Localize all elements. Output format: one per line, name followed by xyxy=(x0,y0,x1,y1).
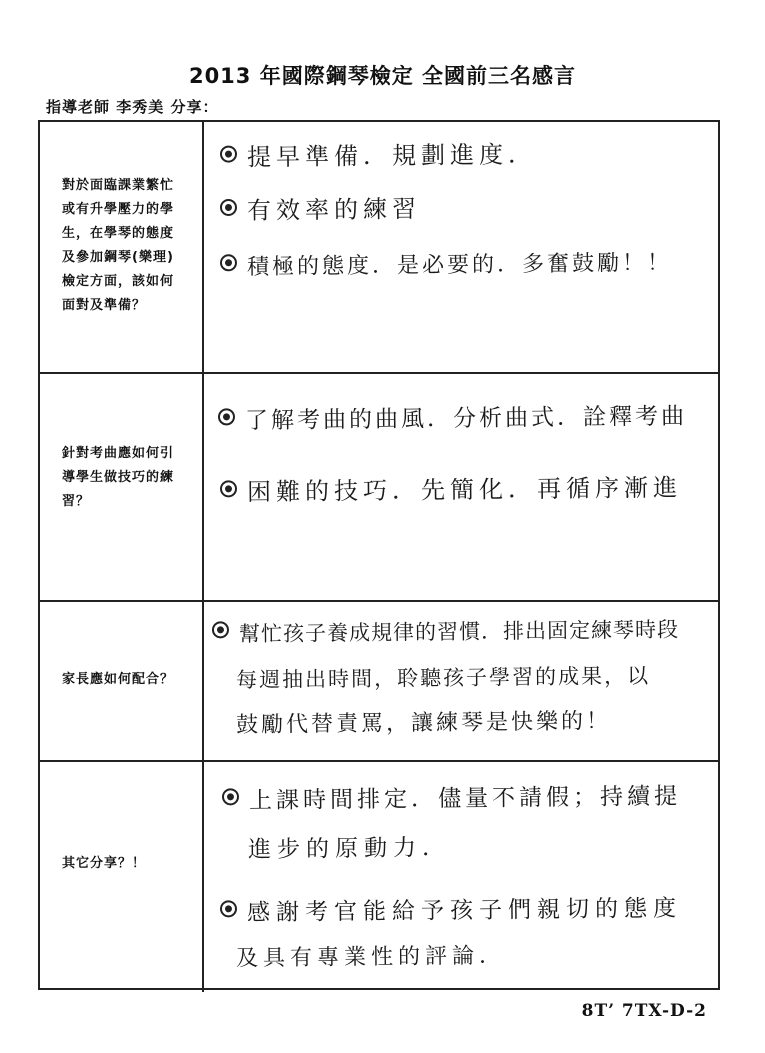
answer-line xyxy=(220,189,421,226)
answer-line xyxy=(248,829,451,864)
bullet-icon xyxy=(220,254,237,271)
answer-text: 有效率的練習 xyxy=(246,194,422,225)
bullet-icon xyxy=(220,480,237,497)
answer-cell xyxy=(212,602,712,762)
answer-line xyxy=(236,939,506,973)
answer-line xyxy=(220,890,682,928)
question-cell: 對於面臨課業繁忙 或有升學壓力的學 生，在學琴的態度 及參加鋼琴(樂理) 檢定方面，該如何 面對及準備？ xyxy=(62,178,175,313)
answer-text: 上課時間排定．儘量不請假；持續提 xyxy=(248,783,682,815)
answer-line xyxy=(218,398,687,436)
question-cell: 針對考曲應如何引 導學生做技巧的練 習？ xyxy=(62,446,175,509)
bullet-icon xyxy=(220,145,237,162)
answer-line xyxy=(212,614,679,649)
question-cell: 家長應如何配合？ xyxy=(62,672,175,687)
bullet-icon xyxy=(218,408,235,425)
answer-text: 了解考曲的曲風．分析曲式．詮釋考曲 xyxy=(244,403,688,435)
answer-line xyxy=(220,134,537,172)
answer-text: 進步的原動力． xyxy=(247,834,452,864)
answer-line xyxy=(222,778,681,816)
answer-text: 幫忙孩子養成規律的習慣．排出固定練琴時段 xyxy=(238,617,680,647)
column-divider xyxy=(202,374,204,600)
bullet-icon xyxy=(222,788,239,805)
bullet-icon xyxy=(220,900,237,917)
answer-line xyxy=(220,246,672,282)
table-row xyxy=(40,760,718,992)
table-row xyxy=(40,122,718,372)
answer-line xyxy=(236,704,611,739)
answer-text: 感謝考官能給予孩子們親切的態度 xyxy=(246,895,683,927)
answer-line xyxy=(236,660,650,694)
answer-text: 困難的技巧．先簡化．再循序漸進 xyxy=(246,473,683,507)
answer-text: 及具有專業性的評論． xyxy=(235,943,507,972)
bullet-icon xyxy=(212,621,229,638)
answer-cell xyxy=(212,374,712,602)
answer-text: 提早準備．規劃進度． xyxy=(246,140,538,172)
bullet-icon xyxy=(220,199,237,216)
answer-text: 每週抽出時間，聆聽孩子學習的成果，以 xyxy=(235,663,651,693)
answer-text: 積極的態度．是必要的．多奮鼓勵！！ xyxy=(246,250,673,281)
question-cell: 其它分享？！ xyxy=(62,856,147,871)
answer-cell xyxy=(212,122,712,372)
questionnaire-table xyxy=(38,120,720,990)
answer-text: 鼓勵代替責罵，讓練琴是快樂的！ xyxy=(235,709,612,738)
column-divider xyxy=(202,762,204,992)
teacher-line: 指導老師 李秀美 分享： xyxy=(46,98,219,116)
column-divider xyxy=(202,602,204,760)
table-row xyxy=(40,600,718,760)
page-title: 2013 年國際鋼琴檢定 全國前三名感言 xyxy=(188,64,577,88)
table-row xyxy=(40,372,718,600)
answer-cell xyxy=(212,762,712,994)
column-divider xyxy=(202,122,204,372)
answer-line xyxy=(220,468,682,508)
document-code: 8T’ 7TX-D-2 xyxy=(581,1001,707,1021)
